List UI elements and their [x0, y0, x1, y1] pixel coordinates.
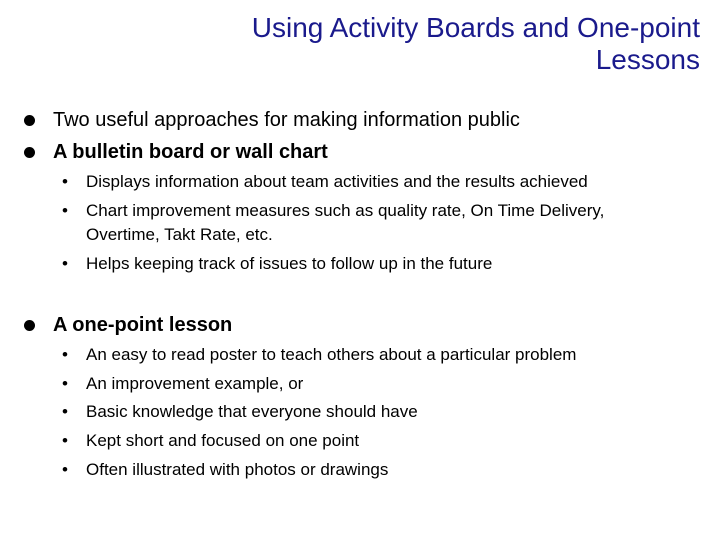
sub-bullet-dot-icon: • — [62, 201, 68, 220]
sub-bullet-dot-icon: • — [62, 374, 68, 393]
sub-bullet-text: Helps keeping track of issues to follow up in the future — [86, 254, 493, 273]
sub-bullet-item — [62, 372, 706, 396]
sub-bullet-text: Displays information about team activities and the results achieved — [86, 172, 588, 191]
sub-bullet-dot-icon: • — [62, 460, 68, 479]
sub-bullet-item — [62, 429, 706, 453]
bullet-text: A one-point lesson — [53, 314, 233, 336]
sub-bullet-text: An easy to read poster to teach others about a particular problem — [86, 345, 577, 364]
sub-bullet-text: Basic knowledge that everyone should have — [86, 402, 418, 421]
bullet-text: A bulletin board or wall chart — [53, 141, 328, 163]
bullet-dot-icon — [24, 320, 35, 331]
sub-bullet-item — [62, 252, 706, 276]
slide-title-line-2: Lessons — [595, 44, 700, 75]
slide-title-line-1: Using Activity Boards and One-point — [251, 12, 700, 43]
slide-title — [140, 12, 700, 76]
sub-bullet-dot-icon: • — [62, 345, 68, 364]
sub-bullet-text: Kept short and focused on one point — [86, 431, 360, 450]
sub-bullet-dot-icon: • — [62, 402, 68, 421]
sub-bullet-dot-icon: • — [62, 431, 68, 450]
sub-bullet-dot-icon: • — [62, 254, 68, 273]
bullet-dot-icon — [24, 147, 35, 158]
sub-bullet-text: Chart improvement measures such as quality rate, On Time Delivery, Overtime, Takt Rate, etc. — [86, 201, 605, 244]
bullet-text: Two useful approaches for making information public — [53, 109, 520, 131]
sub-bullet-dot-icon: • — [62, 172, 68, 191]
sub-bullet-item — [62, 199, 706, 247]
sub-bullet-text: Often illustrated with photos or drawings — [86, 460, 389, 479]
sub-bullet-item — [62, 170, 706, 194]
sub-bullet-item — [62, 343, 706, 367]
bullet-dot-icon — [24, 115, 35, 126]
sub-bullet-text: An improvement example, or — [86, 374, 304, 393]
sub-bullet-item — [62, 458, 706, 482]
sub-bullet-item — [62, 400, 706, 424]
